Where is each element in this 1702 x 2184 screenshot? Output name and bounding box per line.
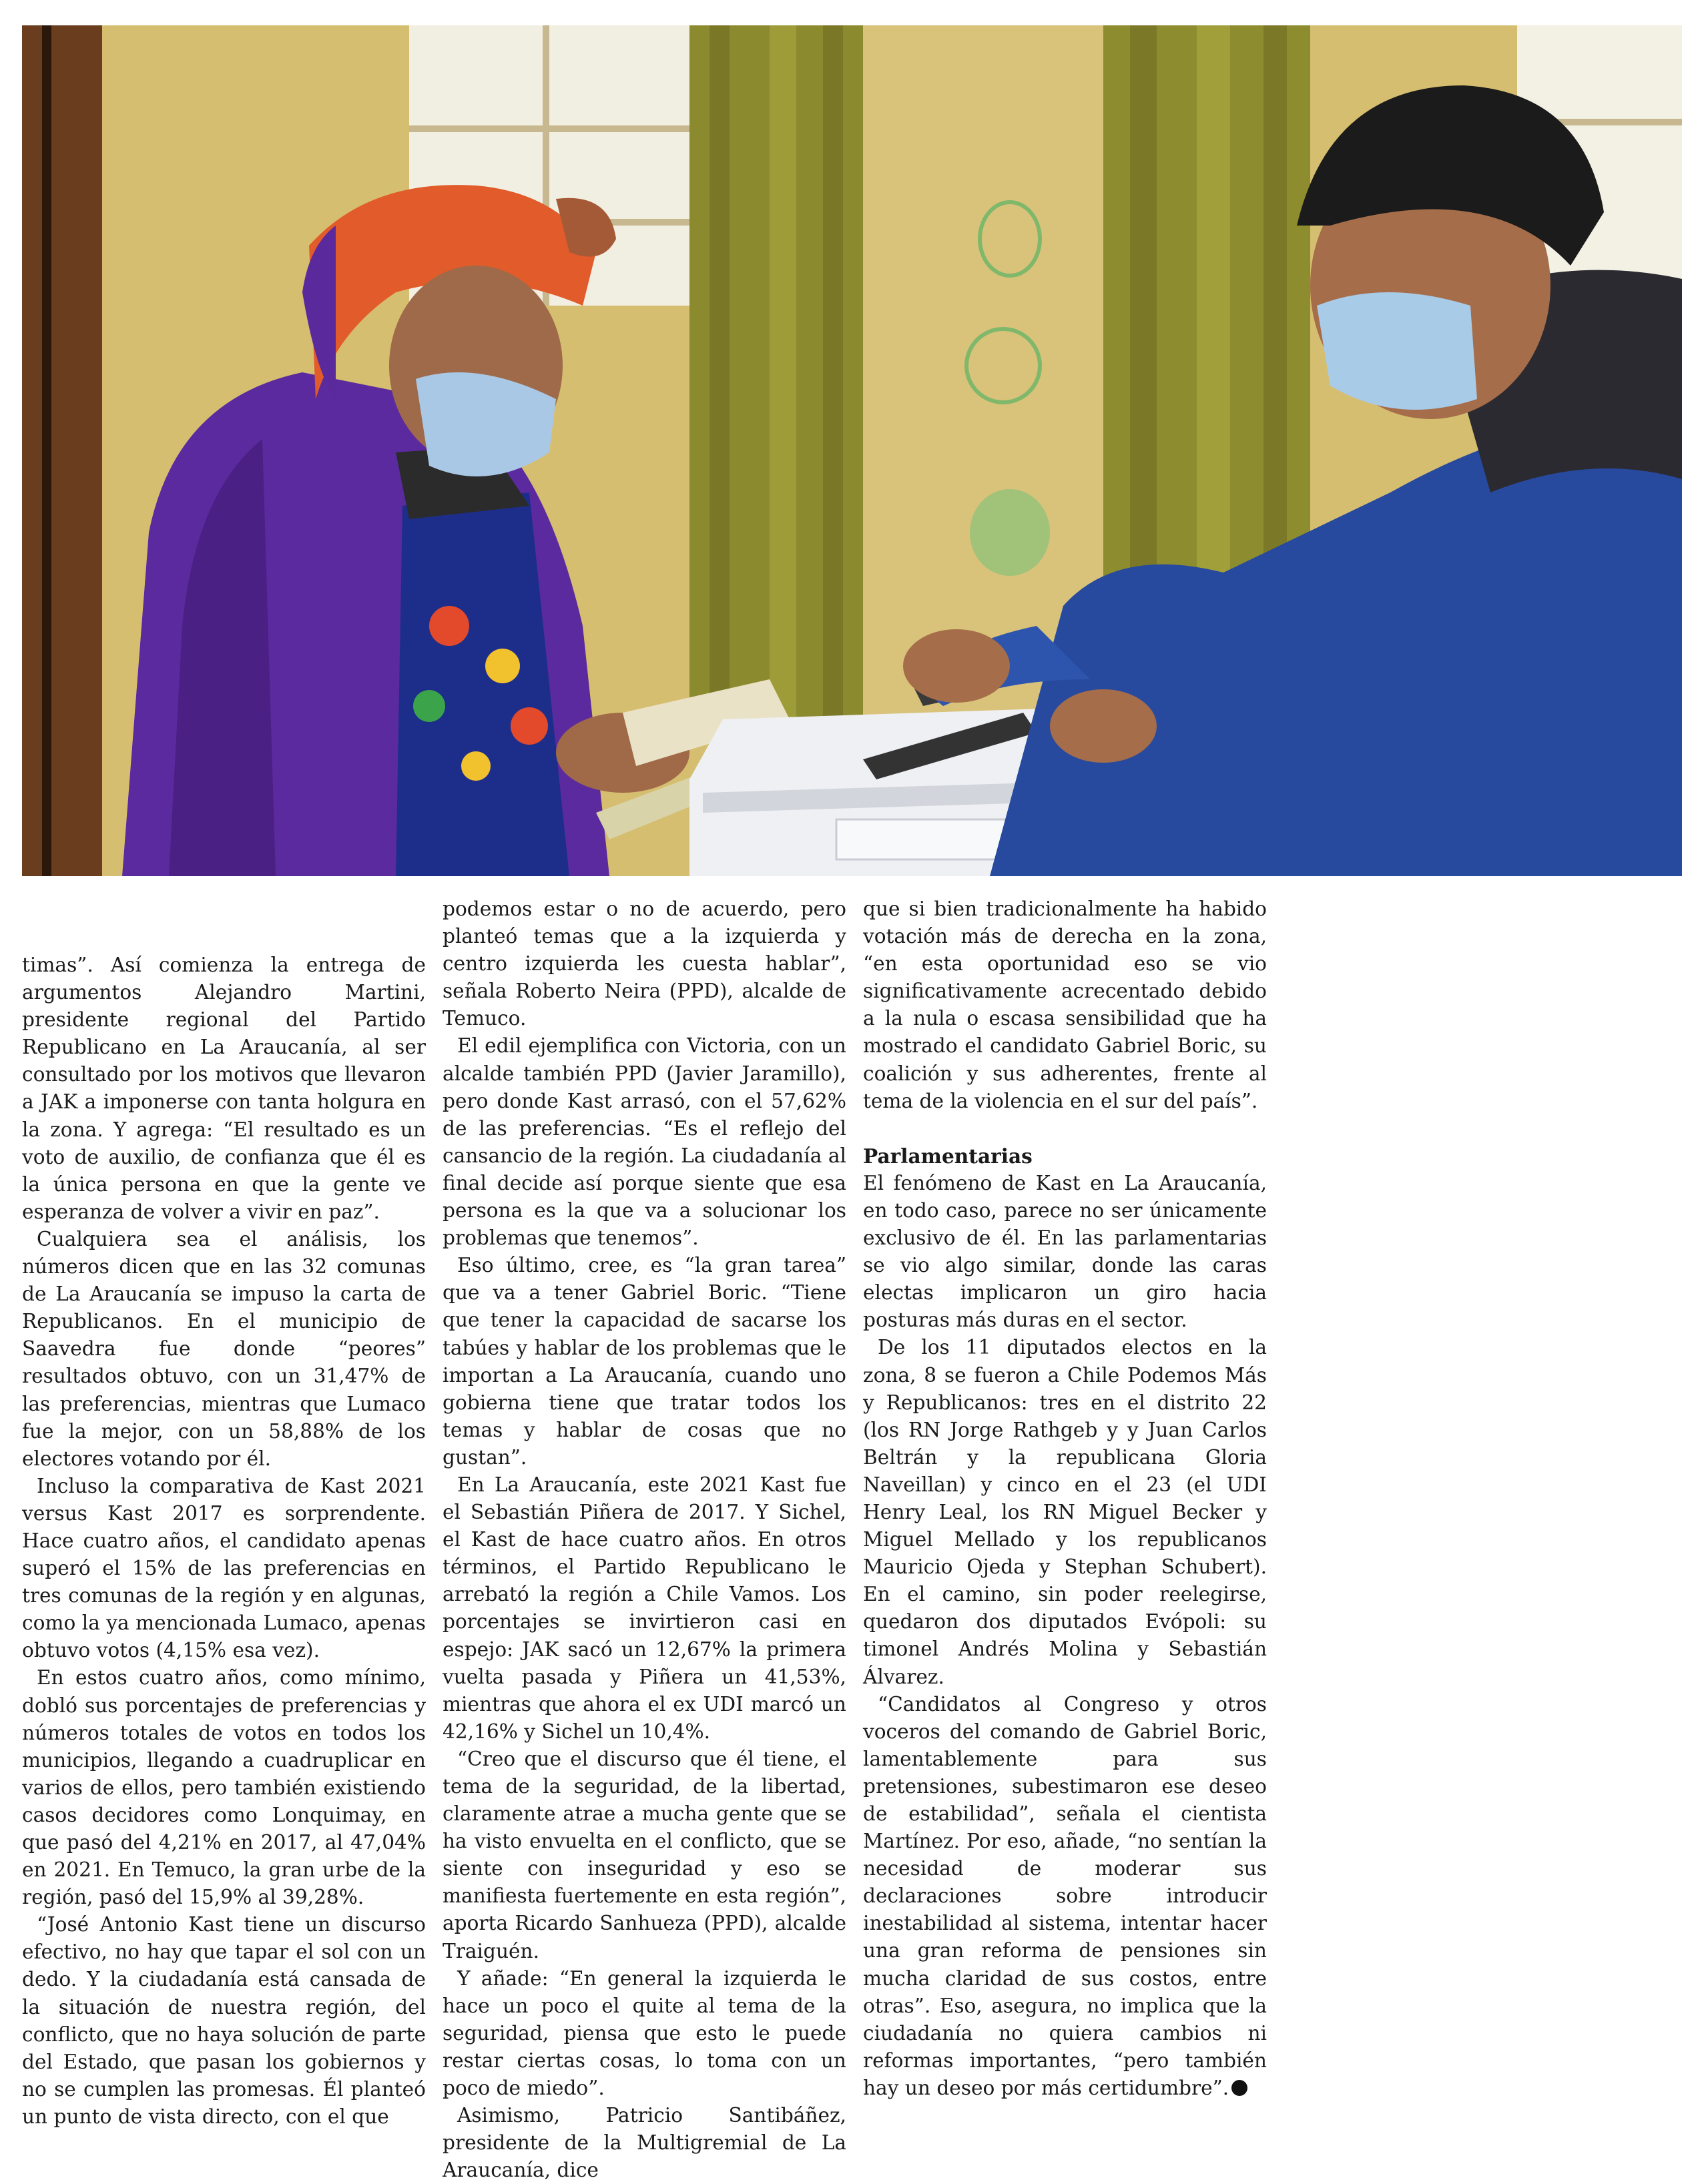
paragraph: De los 11 diputados electos en la zona, 8 se fueron a Chile Podemos Más y Republicanos: tres en el distrito 22 (los RN Jorge Rathgeb y y Juan Carlos Beltrán y la republicana Gloria Naveillan) y cinco en el 23 (el UDI Henry Leal, los RN Miguel Becker y Miguel Mellado y los republicanos Mauricio Ojeda y Stephan Schubert). En el camino, sin poder reelegirse, quedaron dos diputados Evópoli: su timonel Andrés Molina y Sebastián Álvarez.	[863, 1336, 1267, 1688]
paragraph: Cualquiera sea el análisis, los números dicen que en las 32 comunas de La Araucanía se impuso la carta de Republicanos. En el municipio de Saavedra fue donde “peores” resultados obtuvo, con un 31,47% de las preferencias, mientras que Lumaco fue la mejor, con un 58,88% de los electores votando por él.	[22, 1227, 426, 1470]
article-photo	[22, 25, 1682, 876]
article-column-1	[22, 952, 426, 2131]
paragraph: Incluso la comparativa de Kast 2021 versus Kast 2017 es sorprendente. Hace cuatro años, el candidato apenas superó el 15% de las preferencias en tres comunas de la región y en algunas, como la ya mencionada Lumaco, apenas obtuvo votos (4,15% esa vez).	[22, 1474, 426, 1662]
paragraph: “Creo que el discurso que él tiene, el tema de la seguridad, de la libertad, claramente atrae a mucha gente que se ha visto envuelta en el conflicto, que se siente con inseguridad y eso se manifiesta fuertemente en esta región”, aporta Ricardo Sanhueza (PPD), alcalde Traiguén.	[443, 1747, 846, 1962]
article-column-3	[863, 895, 1267, 2102]
paragraph-final	[863, 1691, 1267, 2102]
paragraph: Y añade: “En general la izquierda le hace un poco el quite al tema de la seguridad, piensa que esto le puede restar ciertas cosas, lo toma con un poco de miedo”.	[443, 1966, 846, 2100]
end-mark-icon	[1231, 2080, 1247, 2096]
article-column-2	[443, 895, 846, 2184]
section-subhead: Parlamentarias	[863, 1144, 1033, 1168]
paragraph: El edil ejemplifica con Victoria, con un alcalde también PPD (Javier Jaramillo), pero donde Kast arrasó, con el 57,62% de las preferencias. “Es el reflejo del cansancio de la región. La ciudadanía al final decide así porque siente que esa persona es la que va a solucionar los problemas que tenemos”.	[443, 1034, 846, 1250]
paragraph: timas”. Así comienza la entrega de argumentos Alejandro Martini, presidente regional del Partido Republicano en La Araucanía, al ser consultado por los motivos que llevaron a JAK a imponerse con tanta holgura en la zona. Y agrega: “El resultado es un voto de auxilio, de confianza que él es la única persona en que la gente ve esperanza de volver a vivir en paz”.	[22, 954, 426, 1223]
voting-photo-illustration	[22, 25, 1682, 876]
paragraph-final-text: “Candidatos al Congreso y otros voceros del comando de Gabriel Boric, lamentablemente para sus pretensiones, subestimaron ese deseo de estabilidad”, señala el cientista Martínez. Por eso, añade, “no sentían la necesidad de moderar sus declaraciones sobre introducir inestabilidad al sistema, intentar hacer una gran reforma de pensiones sin mucha claridad de sus costos, entre otras”. Eso, asegura, no implica que la ciudadanía no quiera cambios ni reformas importantes, “pero también hay un deseo por más certidumbre”.	[863, 1692, 1267, 2099]
paragraph: Eso último, cree, es “la gran tarea” que va a tener Gabriel Boric. “Tiene que tener la capacidad de sacarse los tabúes y hablar de los problemas que le importan a La Araucanía, cuando uno gobierna tiene que tratar todos los temas y hablar de cosas que no gustan”.	[443, 1254, 846, 1469]
paragraph: El fenómeno de Kast en La Araucanía, en todo caso, parece no ser únicamente exclusivo de él. En las parlamentarias se vio algo similar, donde las caras electas implicaron un giro hacia posturas más duras en el sector.	[863, 1171, 1267, 1332]
paragraph: En estos cuatro años, como mínimo, dobló sus porcentajes de preferencias y números totales de votos en todos los municipios, llegando a cuadruplicar en varios de ellos, pero también existiendo casos decidores como Lonquimay, en que pasó del 4,21% en 2017, al 47,04% en 2021. En Temuco, la gran urbe de la región, pasó del 15,9% al 39,28%.	[22, 1666, 426, 1909]
paragraph: podemos estar o no de acuerdo, pero planteó temas que a la izquierda y centro izquierda les cuesta hablar”, señala Roberto Neira (PPD), alcalde de Temuco.	[443, 897, 846, 1030]
paragraph: “José Antonio Kast tiene un discurso efectivo, no hay que tapar el sol con un dedo. Y la ciudadanía está cansada de la situación de nuestra región, del conflicto, que no haya solución de parte del Estado, que pasan los gobiernos y no se cumplen las promesas. Él planteó un punto de vista directo, con el que	[22, 1913, 426, 2128]
paragraph: En La Araucanía, este 2021 Kast fue el Sebastián Piñera de 2017. Y Sichel, el Kast de hace cuatro años. En otros términos, el Partido Republicano le arrebató la región a Chile Vamos. Los porcentajes se invirtieron casi en espejo: JAK sacó un 12,67% la primera vuelta pasada y Piñera un 41,53%, mientras que ahora el ex UDI marcó un 42,16% y Sichel un 10,4%.	[443, 1473, 846, 1743]
paragraph: Asimismo, Patricio Santibáñez, presidente de la Multigremial de La Araucanía, dice	[443, 2104, 846, 2182]
paragraph: que si bien tradicionalmente ha habido votación más de derecha en la zona, “en esta oportunidad eso se vio significativamente acrecentado debido a la nula o escasa sensibilidad que ha mostrado el candidato Gabriel Boric, su coalición y sus adherentes, frente al tema de la violencia en el sur del país”.	[863, 897, 1267, 1112]
